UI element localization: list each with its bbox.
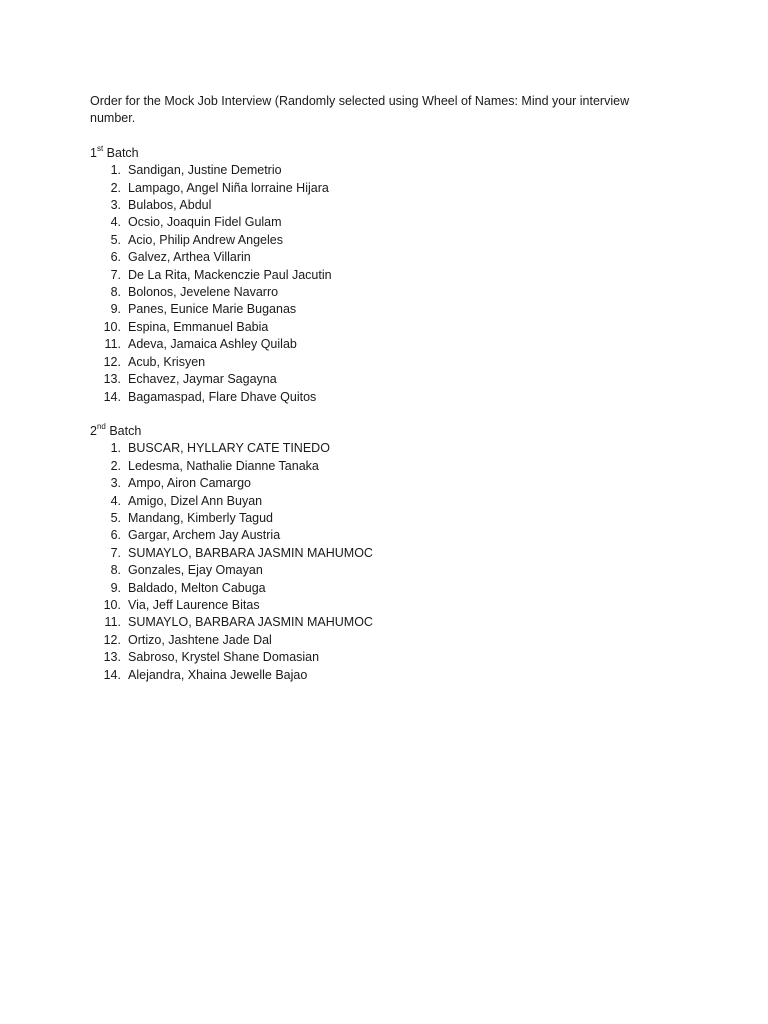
list-item-number: 13. [103,372,121,387]
list-item-number: 5. [110,232,121,247]
list-item [90,527,690,544]
list-item [90,371,690,388]
list-item [90,475,690,492]
list-item [90,214,690,231]
batch-heading [90,145,690,162]
list-item [90,632,690,649]
list-item-name: Adeva, Jamaica Ashley Quilab [128,337,297,352]
list-item [90,354,690,371]
list-item-name: Acub, Krisyen [128,354,206,369]
list-item-name: De La Rita, Mackenczie Paul Jacutin [128,267,332,282]
list-item-name: Acio, Philip Andrew Angeles [128,232,283,247]
list-item-number: 13. [103,650,121,665]
list-item [90,197,690,214]
list-item-name: Amigo, Dizel Ann Buyan [128,493,263,508]
list-item-name: Ortizo, Jashtene Jade Dal [128,632,272,647]
batch-label: Batch [109,423,142,438]
list-item [90,319,690,336]
list-item-number: 11. [104,337,121,352]
document-body [90,93,690,684]
list-item-name: SUMAYLO, BARBARA JASMIN MAHUMOC [128,545,373,560]
list-item-name: Alejandra, Xhaina Jewelle Bajao [128,667,308,682]
list-item-number: 7. [110,545,121,560]
list-item-number: 3. [110,198,121,213]
list-item [90,336,690,353]
list-item [90,614,690,631]
list-item-number: 8. [110,563,121,578]
list-item-name: Panes, Eunice Marie Buganas [128,302,297,317]
list-item-name: Gonzales, Ejay Omayan [128,563,263,578]
list-item [90,493,690,510]
list-item-name: BUSCAR, HYLLARY CATE TINEDO [128,441,330,456]
list-item-name: Espina, Emmanuel Babia [128,319,269,334]
list-item-number: 1. [110,441,121,456]
list-item [90,232,690,249]
list-item-number: 6. [110,250,121,265]
list-item [90,284,690,301]
list-item [90,301,690,318]
batch-number: 2 [90,423,97,438]
batch-spacer [90,406,690,423]
list-item-name: Ocsio, Joaquin Fidel Gulam [128,215,282,230]
name-list [90,440,690,684]
list-item [90,510,690,527]
list-item-number: 7. [110,267,121,282]
list-item-name: Via, Jeff Laurence Bitas [128,597,260,612]
list-item-number: 12. [103,632,121,647]
list-item [90,440,690,457]
list-item-name: Sandigan, Justine Demetrio [128,163,282,178]
batch-section [90,145,690,423]
list-item [90,389,690,406]
list-item-number: 6. [110,528,121,543]
list-item-name: Bagamaspad, Flare Dhave Quitos [128,389,317,404]
batch-ordinal-suffix: st [96,143,104,153]
list-item-number: 2. [110,180,121,195]
list-item-number: 4. [110,493,121,508]
list-item [90,162,690,179]
list-item [90,667,690,684]
name-list [90,162,690,406]
batch-list [90,145,690,684]
list-item-name: Baldado, Melton Cabuga [128,580,266,595]
list-item-name: Bulabos, Abdul [128,198,212,213]
list-item [90,597,690,614]
list-item-name: Mandang, Kimberly Tagud [128,510,273,525]
list-item-name: SUMAYLO, BARBARA JASMIN MAHUMOC [128,615,373,630]
batch-heading [90,423,690,440]
list-item-number: 10. [103,319,121,334]
list-item-name: Bolonos, Jevelene Navarro [128,285,279,300]
list-item-name: Ampo, Airon Camargo [128,476,251,491]
batch-section [90,423,690,684]
list-item-name: Sabroso, Krystel Shane Domasian [128,650,320,665]
list-item-number: 3. [110,476,121,491]
list-item-number: 8. [110,285,121,300]
list-item [90,267,690,284]
list-item-number: 9. [110,302,121,317]
list-item-number: 10. [103,597,121,612]
list-item-number: 2. [110,458,121,473]
batch-number: 1 [90,145,97,160]
list-item-number: 11. [104,615,121,630]
intro-paragraph: Order for the Mock Job Interview (Randomly selected using Wheel of Names: Mind your interview number. [90,94,630,126]
list-item-number: 9. [110,580,121,595]
list-item-name: Echavez, Jaymar Sagayna [128,372,277,387]
list-item [90,249,690,266]
list-item-name: Ledesma, Nathalie Dianne Tanaka [128,458,319,473]
list-item-name: Lampago, Angel Niña lorraine Hijara [128,180,329,195]
paragraph-spacer [90,128,690,145]
list-item [90,545,690,562]
list-item-name: Gargar, Archem Jay Austria [128,528,281,543]
batch-ordinal-suffix: nd [96,421,106,431]
list-item [90,649,690,666]
list-item-number: 14. [103,667,121,682]
list-item-number: 1. [110,163,121,178]
list-item [90,562,690,579]
list-item-number: 14. [103,389,121,404]
list-item [90,580,690,597]
list-item [90,180,690,197]
list-item-number: 12. [103,354,121,369]
batch-label: Batch [106,145,139,160]
list-item-name: Galvez, Arthea Villarin [128,250,251,265]
list-item-number: 5. [110,510,121,525]
list-item [90,458,690,475]
list-item-number: 4. [110,215,121,230]
